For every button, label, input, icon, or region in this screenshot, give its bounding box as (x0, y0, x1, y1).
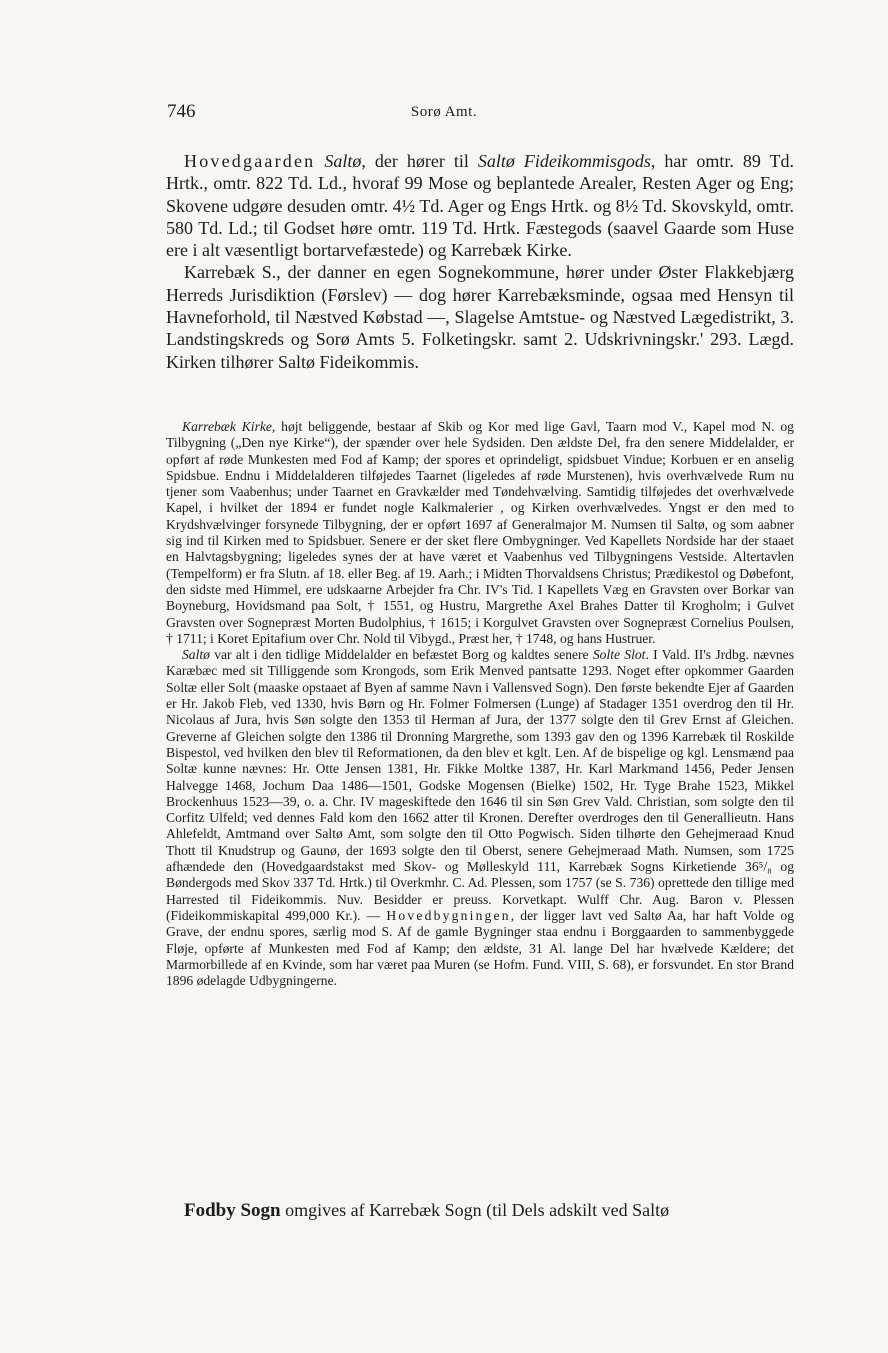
spaced-term: Hovedbygningen (386, 907, 511, 923)
spaced-term: Hovedgaarden (184, 151, 316, 171)
main-text (166, 150, 794, 373)
section-heading: Fodby Sogn (184, 1200, 281, 1221)
running-title: Sorø Amt. (410, 104, 478, 120)
italic-term: Saltø (324, 151, 362, 171)
italic-term: Solte Slot (592, 647, 646, 663)
small-print-notes (166, 419, 794, 989)
fodby-section (166, 1198, 794, 1223)
page-number: 746 (167, 101, 196, 122)
paragraph-fodby: Fodby Sogn omgives af Karrebæk Sogn (til Dels adskilt ved Saltø (184, 1200, 670, 1221)
italic-term: Karrebæk Kirke (182, 419, 272, 434)
italic-term: Saltø Fideikommisgods (477, 151, 651, 171)
italic-term: Saltø (182, 647, 210, 663)
paragraph-hovedgaarden: Hovedgaarden Saltø, der hører til Saltø Fideikommisgods, har omtr. 89 Td. Hrtk., omtr. 822 Td. Ld., hvoraf 99 Mose og beplantede Arealer, Resten Ager og Eng; Skovene udgøre desuden omtr. 4½ Td. Ager og Engs Hrtk. og 8½ Td. Skovskyld, omtr. 580 Td. Ld.; til Godset høre omtr. 119 Td. Hrtk. Fæstegods (saavel Gaarde som Huse ere i alt væsentligt bortarvefæstede) og Karrebæk Kirke. (166, 151, 794, 261)
paragraph-karrebaek-sogn: Karrebæk S., der danner en egen Sognekommune, hører under Øster Flakkebjærg Herreds Jurisdiktion (Førslev) — dog hører Karrebæksminde, ogsaa med Hensyn til Havneforhold, til Næstved Købstad —, Slagelse Amtstue- og Næstved Lægedistrikt, 3. Landstingskreds og Sorø Amts 5. Folketingskr. samt 2. Udskrivningskr.' 293. Lægd. Kirken tilhører Saltø Fideikommis. (166, 262, 794, 372)
note-salto: Saltø var alt i den tidlige Middelalder en befæstet Borg og kaldtes senere Solte Slot. I Vald. II's Jrdbg. nævnes Karæbæc med sit Tilliggende som Krongods, som Erik Menved pantsatte 1293. Noget efter opkommer Gaarden Soltæ eller Solt (maaske opstaaet af Byen af samme Navn i Vallensved Sogn). Den første bekendte Ejer af Gaarden er Hr. Jakob Fleb, ved 1330, hvis Børn og Hr. Folmer Folmersen (Lunge) af Stadager 1351 overdrog den til Hr. Nicolaus af Jura, hvis Søn solgte den 1353 til Herman af Jura, der 1377 solgte den til Grev Ernst af Gleichen. Greverne af Gleichen solgte den 1386 til Dronning Margrethe, som 1393 gav den og 1396 Karrebæk til Roskilde Bispestol, ved hvilken den blev til Reformationen, da den blev et kglt. Len. Af de bispelige og kgl. Lensmænd paa Soltæ kunne nævnes: Hr. Otte Jensen 1381, Hr. Fikke Moltke 1387, Hr. Karl Markmand 1456, Peder Jensen Halvegge 1468, Jochum Daa 1486—1501, Godske Mogensen (Bielke) 1502, Hr. Tyge Brahe 1523, Mikkel Brockenhuus 1523—39, o. a. Chr. IV mageskiftede den 1646 til sin Søn Grev Vald. Christian, som solgte den til Corfitz Ulfeld; ved dennes Fald kom den 1662 atter til Kronen. Derefter overdroges den til Generallieutn. Hans Ahlefeldt, Amtmand over Saltø Amt, som solgte den til Otto Pogwisch. Siden tilhørte den Gehejmeraad Knud Thott til Knudstrup og Gaunø, der 1693 solgte den til Oberst, senere Gehejmeraad Math. Numsen, som 1725 afhændede den (Hovedgaardstakst med Skov- og Mølleskyld 111, Karrebæk Sogns Kirketiende 36⁵/₈ og Bøndergods med Skov 337 Td. Hrtk.) til Overkmhr. C. Ad. Plessen, som 1757 (se S. 736) oprettede den tillige med Harrested til Fideikommis. Nuv. Besidder er preuss. Korvetkapt. Wulff Chr. Aug. Baron v. Plessen (Fideikommiskapital 499,000 Kr.). — Hovedbygningen, der ligger lavt ved Saltø Aa, har haft Volde og Grave, der endnu spores, særlig mod S. Af de gamle Bygninger staa endnu i Borggaarden to sammenbyggede Fløje, opførte af Munkesten med Fod af Kamp; den ældste, 31 Al. lange Del har hvælvede Kældere; det Marmorbillede af en Kvinde, som har været paa Muren (se Hofm. Fund. VIII, S. 68), er forsvundet. En stor Brand 1896 ødelagde Udbygningerne. (166, 647, 794, 989)
note-karrebaek-kirke: Karrebæk Kirke, højt beliggende, bestaar af Skib og Kor med lige Gavl, Taarn mod V., Kapel mod N. og Tilbygning („Den nye Kirke“), der spænder over hele Sydsiden. Den ældste Del, fra den senere Middelalder, er opført af røde Munkesten med Fod af Kamp; der spores et oprindeligt, spidsbuet Vindue; Korbuen er en anselig Spidsbue. Endnu i Middelalderen tilføjedes Taarnet (ligeledes af røde Murstenen), hvis overhvælvede Rum nu tjener som Vaabenhus; under Taarnet en Gravkælder med Tøndehvælving. Samtidig tilføjedes det overhvælvede Kapel, i hvilket der 1894 er fundet nogle Kalkmalerier , og Kirken overhvælvedes. Yngst er den med to Krydshvælvinger forsynede Tilbygning, der er opført 1697 af Generalmajor M. Numsen til Saltø, og som aabner sig ind til Kirken med to Spidsbuer. Senere er der sket flere Ombygninger. Ved Kapellets Nordside har der staaet en Halvtagsbygning; ligeledes synes der at have været et Vaabenhus ved Tilbygningens Vestside. Altertavlen (Tempelform) er fra Slutn. af 18. eller Beg. af 19. Aarh.; i Midten Thorvaldsens Christus; Prædikestol og Døbefont, den sidste med Himmel, ere udskaarne Arbejder fra Chr. IV's Tid. I Kapellets Væg en Gravsten over Borkar van Boyneburg, Hovidsmand paa Solt, † 1551, og Hustru, Margrethe Axel Brahes Datter til Krogholm; i Gulvet Gravsten over Sognepræst Morten Budolphius, † 1615; i Korgulvet Gravsten over Sognepræst Cornelius Poulsen, † 1711; i Koret Epitafium over Chr. Nold til Vibygd., Præst her, † 1748, og hans Hustruer. (166, 419, 794, 646)
